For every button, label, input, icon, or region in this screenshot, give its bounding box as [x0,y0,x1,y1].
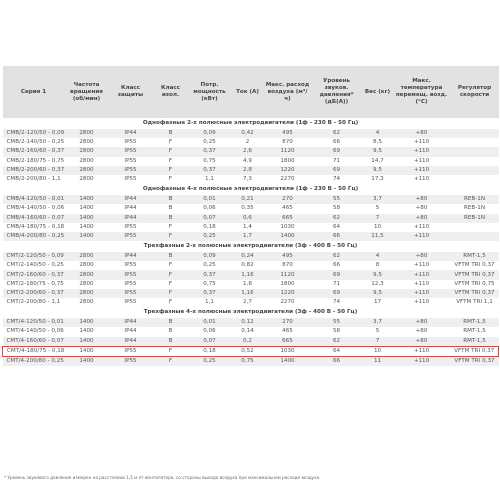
table-cell: B [153,318,189,327]
table-cell: B [153,327,189,336]
table-cell: B [153,129,189,138]
column-header: Класс изол. [153,66,189,118]
table-cell: CMT/2-140/50 - 0,25 [3,261,65,270]
table-cell: IP55 [109,223,153,232]
table-cell: 2800 [65,252,109,261]
table-cell: IP55 [109,138,153,147]
table-cell: 665 [265,337,311,347]
table-cell: 1220 [265,166,311,175]
table-row [3,138,499,147]
table-cell [451,157,499,166]
table-row [3,270,499,279]
table-cell: 0,52 [231,346,265,356]
table-cell: IP44 [109,214,153,223]
table-cell: 1400 [65,356,109,366]
table-cell: 4 [363,129,393,138]
table-cell: 1,4 [231,223,265,232]
table-cell: CMB/2-120/50 - 0,09 [3,129,65,138]
table-cell: 870 [265,138,311,147]
table-cell: B [153,214,189,223]
table-cell: 2270 [265,175,311,184]
column-header: Частота вращения (об/мин) [65,66,109,118]
table-cell: 2,6 [231,147,265,156]
table-cell: 0,75 [231,356,265,366]
table-cell: 3,7 [363,318,393,327]
table-cell: 0,37 [189,147,231,156]
table-cell: F [153,147,189,156]
table-cell: 1400 [65,195,109,204]
table-cell: 0,82 [231,261,265,270]
table-cell: CMT/4-180/75 - 0,18 [3,346,65,356]
table-cell: IP44 [109,327,153,336]
section-row [3,307,499,318]
table-cell: 465 [265,204,311,213]
column-header: Регулятор скорости [451,66,499,118]
table-cell: 2800 [65,166,109,175]
table-cell: 0,09 [189,252,231,261]
table-cell: 2800 [65,147,109,156]
table-cell: 12,3 [363,280,393,289]
table-cell: CMB/4-120/50 - 0,01 [3,195,65,204]
table-cell: F [153,280,189,289]
table-cell: 8,5 [363,138,393,147]
table-cell: 1400 [65,214,109,223]
table-cell: 2,8 [231,166,265,175]
table-cell: CMB/4-160/60 - 0,07 [3,214,65,223]
table-cell: CMT/4-200/80 - 0,25 [3,356,65,366]
table-cell: IP44 [109,129,153,138]
table-cell: 2 [231,138,265,147]
table-cell: +80 [393,327,451,336]
table-cell: 64 [311,346,363,356]
table-cell: CMB/4-140/50 - 0,06 [3,204,65,213]
table-cell: +80 [393,214,451,223]
table-cell: 69 [311,270,363,279]
table-cell: 2,7 [231,298,265,307]
table-cell: REB-1N [451,214,499,223]
table-cell: 74 [311,298,363,307]
table-cell: +110 [393,223,451,232]
table-cell: CMB/2-140/50 - 0,25 [3,138,65,147]
table-cell: 5 [363,204,393,213]
table-cell [451,223,499,232]
table-cell: 71 [311,157,363,166]
table-row [3,252,499,261]
table-row-highlighted [3,346,499,356]
table-cell: 0,07 [189,337,231,347]
table-cell: 2800 [65,138,109,147]
table-cell [451,129,499,138]
table-cell: 1,8 [231,280,265,289]
table-cell: B [153,204,189,213]
table-cell: IP55 [109,166,153,175]
table-cell: CMB/2-200/80 - 1,1 [3,175,65,184]
table-cell: 58 [311,327,363,336]
table-cell: IP55 [109,298,153,307]
table-cell: 270 [265,318,311,327]
section-title: Однофазные 4-х полюсные электродвигатели (1ф - 230 В - 50 Гц) [3,184,499,195]
table-cell: 0,37 [189,270,231,279]
table-row [3,223,499,232]
table-cell: 9,5 [363,289,393,298]
table-cell: +110 [393,298,451,307]
table-cell: 5 [363,327,393,336]
table-cell: 270 [265,195,311,204]
table-cell: +80 [393,318,451,327]
table-cell: VFTM TRI 0,37 [451,356,499,366]
table-cell: 11,5 [363,232,393,241]
table-cell: +110 [393,232,451,241]
column-header: Потр. мощность (кВт) [189,66,231,118]
table-cell: 64 [311,223,363,232]
section-title: Однофазные 2-х полюсные электродвигатели (1ф - 230 В - 50 Гц) [3,118,499,129]
table-cell: 1400 [65,223,109,232]
section-row [3,118,499,129]
section-title: Трехфазные 2-х полюсные электродвигатели (3ф - 400 В - 50 Гц) [3,241,499,252]
table-cell: 7,3 [231,175,265,184]
table-cell: 69 [311,289,363,298]
table-cell: 0,09 [189,129,231,138]
table-cell: 495 [265,129,311,138]
table-cell: B [153,337,189,347]
table-cell: IP55 [109,157,153,166]
table-row [3,232,499,241]
table-cell: 0,25 [189,138,231,147]
table-cell: CMT/2-160/60 - 0,37 [3,270,65,279]
table-cell: 1,1 [189,298,231,307]
table-cell: 1400 [65,204,109,213]
table-cell: +80 [393,252,451,261]
table-cell: IP55 [109,270,153,279]
table-cell: 9,5 [363,166,393,175]
table-cell: +80 [393,195,451,204]
table-row [3,289,499,298]
table-cell: 1400 [65,318,109,327]
table-row [3,318,499,327]
table-cell: 1030 [265,346,311,356]
specifications-table [2,66,499,366]
table-cell: 2800 [65,129,109,138]
table-cell: 66 [311,232,363,241]
table-cell: 9,5 [363,270,393,279]
table-cell: IP44 [109,195,153,204]
table-cell: IP55 [109,147,153,156]
table-cell: IP55 [109,232,153,241]
table-cell: 1800 [265,280,311,289]
table-cell: VFTM TRI 0,75 [451,280,499,289]
table-cell: +110 [393,157,451,166]
table-cell: 8 [363,261,393,270]
table-cell: 66 [311,356,363,366]
footnote: * Уровень звукового давления измерен на расстоянии 1,5 м от вентилятора, со стороны выхода воздуха при максимальном расходе воздуха. [4,475,321,480]
table-cell: 0,25 [189,356,231,366]
table-cell: 1030 [265,223,311,232]
section-row [3,184,499,195]
table-cell: F [153,175,189,184]
table-cell [451,147,499,156]
table-cell: RMT-1,5 [451,327,499,336]
column-header: Класс защиты [109,66,153,118]
table-cell: 55 [311,195,363,204]
table-cell: F [153,356,189,366]
table-cell: CMT/4-160/60 - 0,07 [3,337,65,347]
table-cell: 66 [311,138,363,147]
table-row [3,337,499,347]
table-row [3,280,499,289]
table-cell: +110 [393,166,451,175]
table-cell [451,138,499,147]
table-cell: 0,01 [189,195,231,204]
table-cell: +110 [393,289,451,298]
table-cell: +80 [393,337,451,347]
table-cell: 62 [311,129,363,138]
table-row [3,166,499,175]
table-cell: IP55 [109,346,153,356]
table-cell: 0,2 [231,337,265,347]
table-cell: +80 [393,129,451,138]
table-cell: VFTM TRI 0,37 [451,261,499,270]
table-cell: 0,37 [189,166,231,175]
table-cell: CMT/2-200/60 - 0,37 [3,289,65,298]
table-cell: 0,25 [189,232,231,241]
table-cell: VFTM TRI 1,1 [451,298,499,307]
table-cell: F [153,270,189,279]
table-cell [451,166,499,175]
table-cell: 465 [265,327,311,336]
table-cell: 0,06 [189,327,231,336]
table-cell: 0,25 [189,261,231,270]
table-cell: 1,7 [231,232,265,241]
table-cell: CMB/2-180/75 - 0,75 [3,157,65,166]
table-cell: 62 [311,252,363,261]
table-cell: 0,18 [189,223,231,232]
table-cell: +110 [393,175,451,184]
table-cell: 10 [363,346,393,356]
table-cell: 1,16 [231,270,265,279]
table-cell: B [153,252,189,261]
table-cell: 9,5 [363,147,393,156]
header-row [3,66,499,118]
table-cell: 0,42 [231,129,265,138]
table-cell: 69 [311,166,363,175]
table-cell: 2800 [65,157,109,166]
table-cell: 1,1 [189,175,231,184]
table-cell: 69 [311,147,363,156]
table-cell: VFTM TRI 0,37 [451,346,499,356]
table-cell: 0,18 [189,346,231,356]
table-cell: 10 [363,223,393,232]
table-cell [451,175,499,184]
table-cell: 1120 [265,270,311,279]
table-row [3,204,499,213]
table-cell: 1400 [65,232,109,241]
table-cell: 58 [311,204,363,213]
table-cell: CMT/2-200/80 - 1,1 [3,298,65,307]
table-row [3,356,499,366]
table-cell: 62 [311,337,363,347]
table-cell: F [153,289,189,298]
table-cell: IP44 [109,204,153,213]
table-cell: IP55 [109,280,153,289]
table-row [3,327,499,336]
column-header: Ток (А) [231,66,265,118]
table-cell: 0,07 [189,214,231,223]
table-cell: F [153,166,189,175]
table-cell: 14,7 [363,157,393,166]
table-cell: 1400 [65,327,109,336]
table-cell: CMT/2-180/75 - 0,75 [3,280,65,289]
table-row [3,195,499,204]
table-cell: F [153,298,189,307]
table-cell: F [153,261,189,270]
table-cell: 17 [363,298,393,307]
table-row [3,261,499,270]
table-cell: IP44 [109,318,153,327]
table-cell: 0,75 [189,280,231,289]
table-cell: IP55 [109,261,153,270]
table-cell: 11 [363,356,393,366]
table-cell: 0,6 [231,214,265,223]
table-cell: 1,16 [231,289,265,298]
table-cell: 1400 [265,232,311,241]
table-cell: 55 [311,318,363,327]
table-row [3,157,499,166]
table-cell: F [153,223,189,232]
table-row [3,147,499,156]
table-cell: 0,37 [189,289,231,298]
table-cell: F [153,157,189,166]
section-row [3,241,499,252]
table-cell: CMB/4-200/80 - 0,25 [3,232,65,241]
table-cell: +110 [393,147,451,156]
table-cell: 0,21 [231,195,265,204]
table-cell: +110 [393,270,451,279]
table-cell: 66 [311,261,363,270]
table-cell: 2270 [265,298,311,307]
table-cell: 2800 [65,261,109,270]
table-cell: 495 [265,252,311,261]
table-cell: 2800 [65,175,109,184]
table-cell: 3,7 [363,195,393,204]
table-cell: 71 [311,280,363,289]
column-header: Макс. температура перемещ. возд. (°C) [393,66,451,118]
table-cell: CMT/2-120/50 - 0,09 [3,252,65,261]
table-cell: IP55 [109,289,153,298]
table-cell: CMB/2-160/60 - 0,37 [3,147,65,156]
table-cell: 1400 [265,356,311,366]
table-cell: 0,75 [189,157,231,166]
table-cell: F [153,138,189,147]
table-cell: 7 [363,214,393,223]
table-cell: +110 [393,346,451,356]
table-cell: IP55 [109,175,153,184]
table-cell: 0,24 [231,252,265,261]
table-cell: 0,35 [231,204,265,213]
table-cell: 4,9 [231,157,265,166]
table-cell: 2800 [65,289,109,298]
table-row [3,175,499,184]
table-cell: RMT-1,5 [451,318,499,327]
column-header: Вес (кг) [363,66,393,118]
table-cell: +80 [393,204,451,213]
table-cell: 665 [265,214,311,223]
table-cell: 2800 [65,298,109,307]
table-body [3,118,499,366]
table-cell: 1220 [265,289,311,298]
table-cell: RMT-1,5 [451,337,499,347]
table-cell: CMB/4-180/75 - 0,18 [3,223,65,232]
table-cell: 1120 [265,147,311,156]
table-cell: VFTM TRI 0,37 [451,289,499,298]
column-header: Макс. расход воздуха (м³/ч) [265,66,311,118]
table-cell: CMT/4-140/50 - 0,06 [3,327,65,336]
table-cell: 17,3 [363,175,393,184]
table-cell: 1800 [265,157,311,166]
table-cell: 62 [311,214,363,223]
table-cell: 0,01 [189,318,231,327]
table-cell: 2800 [65,270,109,279]
table-cell: +110 [393,138,451,147]
table-cell: +110 [393,261,451,270]
table-cell: +110 [393,280,451,289]
table-cell: REB-1N [451,204,499,213]
table-header [3,66,499,118]
table-cell: 74 [311,175,363,184]
table-cell: F [153,346,189,356]
table-cell: 1400 [65,337,109,347]
table-cell: 0,06 [189,204,231,213]
column-header: Серия 1 [3,66,65,118]
table-row [3,129,499,138]
column-header: Уровень звуков. давления* (дБ(А)) [311,66,363,118]
table-cell: 2800 [65,280,109,289]
section-title: Трехфазные 4-х полюсные электродвигатели (3ф - 400 В - 50 Гц) [3,307,499,318]
table-cell: B [153,195,189,204]
table-cell: 0,14 [231,327,265,336]
table-row [3,298,499,307]
table-cell: CMT/4-120/50 - 0,01 [3,318,65,327]
table-cell: VFTM TRI 0,37 [451,270,499,279]
table-cell: REB-1N [451,195,499,204]
table-cell: 7 [363,337,393,347]
table-cell: IP44 [109,252,153,261]
table-cell: IP55 [109,356,153,366]
table-cell: RMT-1,5 [451,252,499,261]
table-cell: 1400 [65,346,109,356]
table-cell: 4 [363,252,393,261]
table-cell: +110 [393,356,451,366]
table-cell: F [153,232,189,241]
table-cell: CMB/2-200/60 - 0,37 [3,166,65,175]
table-row [3,214,499,223]
table-cell [451,232,499,241]
table-cell: IP44 [109,337,153,347]
table-cell: 870 [265,261,311,270]
table-cell: 0,12 [231,318,265,327]
